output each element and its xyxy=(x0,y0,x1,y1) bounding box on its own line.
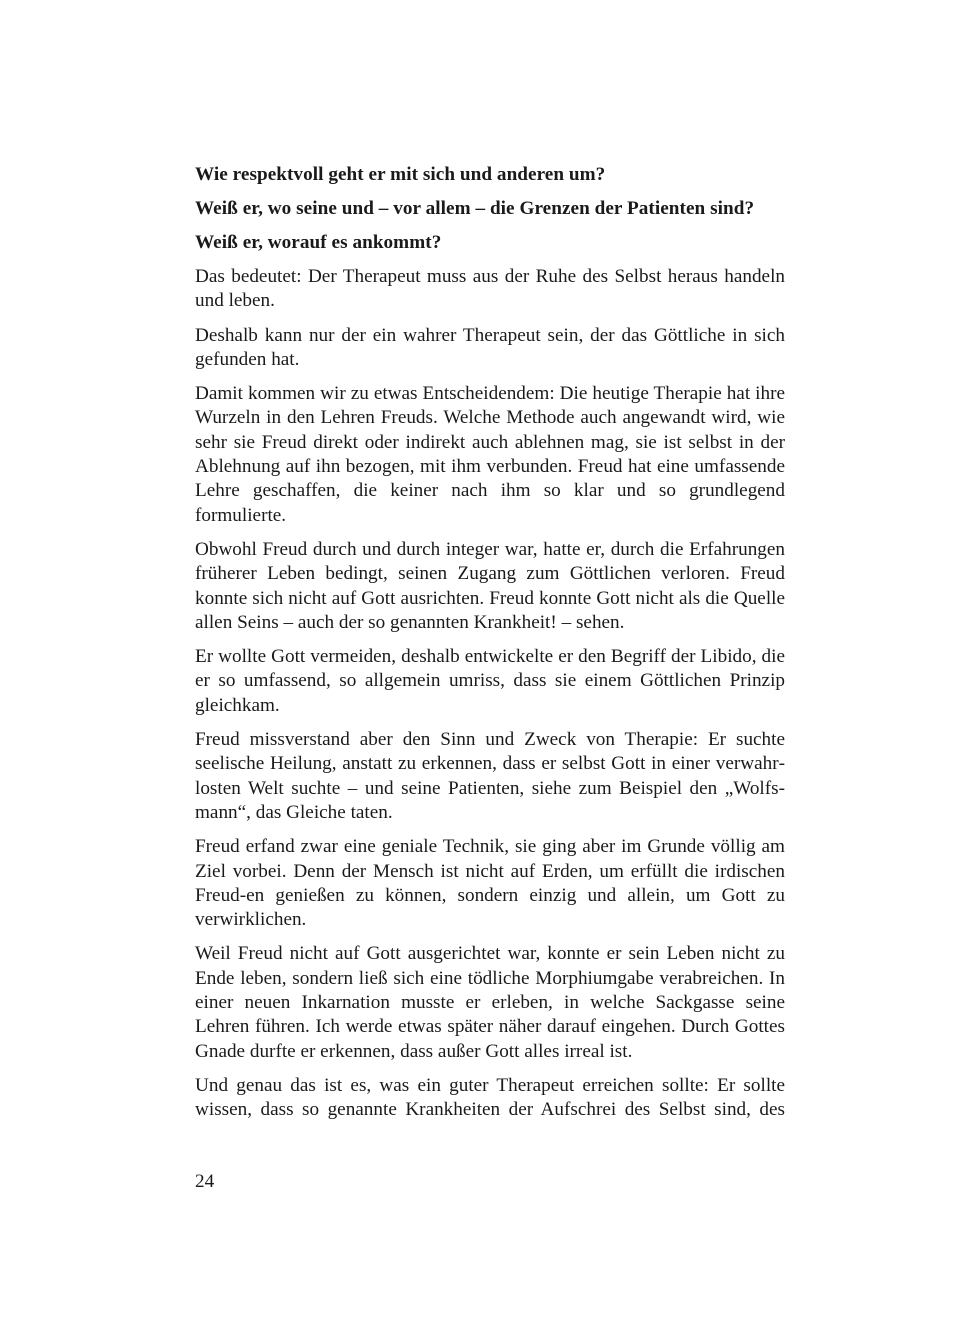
paragraph: Er wollte Gott vermeiden, deshalb entwickelte er den Begriff der Libido, die er so umfassend, so allgemein umriss, dass sie einem Göttlichen Prinzip gleichkam. xyxy=(195,646,785,716)
paragraph: Das bedeutet: Der Therapeut muss aus der Ruhe des Selbst heraus handeln und leben. xyxy=(195,266,785,312)
paragraph: Freud erfand zwar eine geniale Technik, sie ging aber im Grunde völlig am Ziel vorbei. Denn der Mensch ist nicht auf Erden, um erfüllt die irdischen Freud-en genießen zu können, sondern einzig und allein, um Gott zu verwirklichen. xyxy=(195,836,785,931)
paragraph: Deshalb kann nur der ein wahrer Therapeut sein, der das Göttliche in sich gefunden hat. xyxy=(195,324,785,370)
paragraph: Weil Freud nicht auf Gott ausgerichtet war, konnte er sein Leben nicht zu Ende leben, sondern ließ sich eine tödliche Morphiumgabe verabreichen. In einer neuen Inkarnation musste er erleben, in welche Sackgasse seine Lehren führen. Ich werde etwas später näher darauf eingehen. Durch Gottes Gnade durfte er erkennen, dass außer Gott alles irreal ist. xyxy=(195,943,785,1062)
page-body xyxy=(195,163,785,1133)
paragraph: Obwohl Freud durch und durch integer war, hatte er, durch die Erfahrungen früherer Leben bedingt, seinen Zugang zum Göttlichen verloren. Freud konnte sich nicht auf Gott ausrichten. Freud konnte Gott nicht als die Quelle allen Seins – auch der so genannten Krankheit! – sehen. xyxy=(195,538,785,633)
question-heading-what-matters: Weiß er, worauf es ankommt? xyxy=(195,232,442,253)
paragraph-continued: Und genau das ist es, was ein guter Therapeut erreichen sollte: Er sollte wissen, dass so genannte Krankheiten der Aufschrei des Selbst sind, des xyxy=(195,1074,785,1121)
question-heading-boundaries: Weiß er, wo seine und – vor allem – die Grenzen der Patienten sind? xyxy=(195,198,755,219)
paragraph: Freud missverstand aber den Sinn und Zweck von Therapie: Er suchte seelische Heilung, anstatt zu erkennen, dass er selbst Gott in einer verwahrlosten Welt suchte – und seine Patienten, siehe zum Beispiel den „Wolfsmann“, das Gleiche taten. xyxy=(195,729,785,823)
page-number: 24 xyxy=(195,1171,215,1192)
question-heading-respect: Wie respektvoll geht er mit sich und anderen um? xyxy=(195,164,606,185)
paragraph: Damit kommen wir zu etwas Entscheidendem: Die heutige Therapie hat ihre Wurzeln in den Lehren Freuds. Welche Methode auch angewandt wird, wie sehr sie Freud direkt oder indirekt auch ablehnen mag, sie ist selbst in der Ablehnung auf ihn bezogen, mit ihm verbunden. Freud hat eine umfassende Lehre geschaffen, die keiner nach ihm so klar und so grundlegend formulierte. xyxy=(195,383,785,526)
